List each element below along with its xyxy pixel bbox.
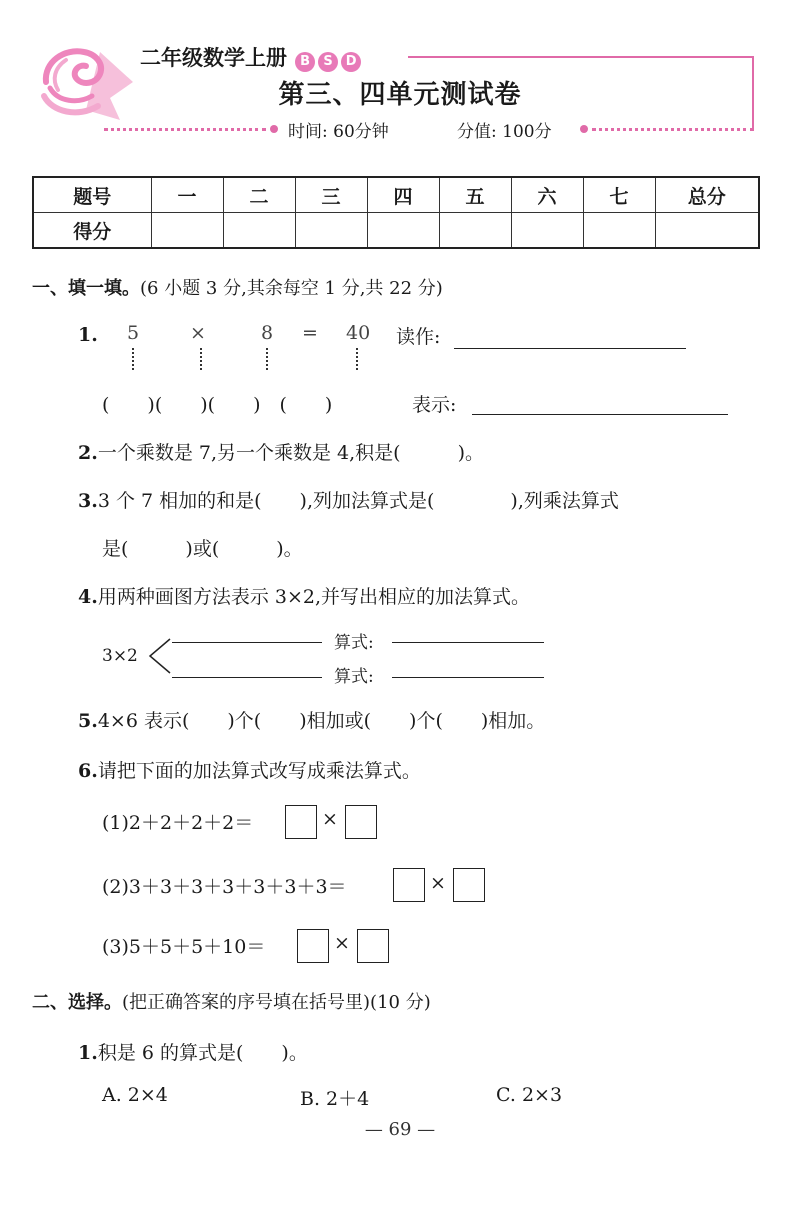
time-label: 时间: 60分钟	[288, 122, 389, 142]
q1-dotted-connector	[132, 348, 134, 370]
score-row-label: 得分	[33, 213, 151, 249]
s2-q1-number: 1.	[78, 1042, 98, 1064]
q1-part-40: 40	[346, 322, 371, 344]
q6-item-3-answer-box-b[interactable]	[357, 929, 389, 963]
q1-means-answer-line[interactable]	[472, 414, 728, 415]
q4-formula-label-1: 算式:	[334, 633, 374, 653]
score-cell[interactable]	[295, 213, 367, 249]
q1-read-label: 读作:	[396, 326, 441, 348]
q6-item-3-times: ×	[334, 932, 350, 954]
q2-number: 2.	[78, 442, 98, 464]
q4-branch-bracket	[146, 636, 174, 676]
score-cell[interactable]	[655, 213, 759, 249]
q4-drawing-line-1[interactable]	[172, 642, 322, 643]
s2-q1-text: 积是 6 的算式是( )。	[97, 1042, 308, 1064]
q6-number: 6.	[78, 760, 98, 782]
section-2-note: (把正确答案的序号填在括号里)(10 分)	[122, 992, 431, 1013]
s2-q1-option-c[interactable]: C. 2×3	[496, 1084, 563, 1106]
score-cell[interactable]	[151, 213, 223, 249]
section-2-heading	[32, 988, 431, 1014]
score-cell[interactable]	[583, 213, 655, 249]
q1-dotted-connector	[200, 348, 202, 370]
q4-formula-label-2: 算式:	[334, 667, 374, 687]
q3-text-line2: 是( )或( )。	[102, 538, 303, 560]
section-1-heading	[32, 274, 443, 300]
table-header-cell: 三	[295, 177, 367, 213]
q1-read-answer-line[interactable]	[454, 348, 686, 349]
header-dot-left	[270, 125, 278, 133]
table-header-cell: 一	[151, 177, 223, 213]
q1-part-5: 5	[127, 322, 140, 344]
q1-means-label: 表示:	[412, 394, 457, 416]
edition-letter-b: B	[295, 52, 315, 72]
q6-item-2-answer-box-a[interactable]	[393, 868, 425, 902]
score-label: 分值: 100分	[457, 122, 552, 142]
q5-number: 5.	[78, 710, 98, 732]
q6-item-1-answer-box-b[interactable]	[345, 805, 377, 839]
score-cell[interactable]	[511, 213, 583, 249]
q6-item-2-expression: (2)3＋3＋3＋3＋3＋3＋3＝	[102, 876, 347, 898]
q1-dotted-connector	[356, 348, 358, 370]
q6-item-1-expression: (1)2＋2＋2＋2＝	[102, 812, 254, 834]
table-header-cell: 题号	[33, 177, 151, 213]
edition-letter-s: S	[318, 52, 338, 72]
table-header-cell: 总分	[655, 177, 759, 213]
q3-number: 3.	[78, 490, 98, 512]
page-number: — 69 —	[364, 1119, 436, 1140]
edition-letter-d: D	[341, 52, 361, 72]
table-header-cell: 七	[583, 177, 655, 213]
header-dotted-line-right	[592, 128, 754, 131]
test-title: 第三、四单元测试卷	[278, 80, 522, 110]
s2-q1	[78, 1038, 308, 1065]
q1-blanks[interactable]: ( )( )( ) ( )	[102, 394, 333, 416]
q4-drawing-line-2[interactable]	[172, 677, 322, 678]
q1-dotted-connector	[266, 348, 268, 370]
table-header-cell: 六	[511, 177, 583, 213]
q5-text: 4×6 表示( )个( )相加或( )个( )相加。	[97, 710, 546, 732]
score-table	[32, 176, 760, 249]
q1-part-8: 8	[261, 322, 274, 344]
section-1-note: (6 小题 3 分,其余每空 1 分,共 22 分)	[140, 278, 443, 299]
q3-line1	[78, 486, 619, 513]
q6	[78, 756, 421, 783]
q4	[78, 582, 530, 609]
series-title-block	[140, 42, 361, 72]
q1-part-times: ×	[190, 322, 206, 344]
q6-item-1-answer-box-a[interactable]	[285, 805, 317, 839]
header-dotted-line-left	[104, 128, 266, 131]
q6-item-1-times: ×	[322, 808, 338, 830]
q4-number: 4.	[78, 586, 98, 608]
table-header-cell: 四	[367, 177, 439, 213]
q3-text-line1: 3 个 7 相加的和是( ),列加法算式是( ),列乘法算式	[97, 490, 619, 512]
s2-q1-option-a[interactable]: A. 2×4	[102, 1084, 168, 1106]
s2-q1-option-b[interactable]: B. 2＋4	[300, 1088, 370, 1110]
q6-item-2-times: ×	[430, 872, 446, 894]
q4-text: 用两种画图方法表示 3×2,并写出相应的加法算式。	[97, 586, 531, 608]
header-dot-right	[580, 125, 588, 133]
score-cell[interactable]	[439, 213, 511, 249]
q1-part-equals: =	[302, 322, 318, 344]
q6-item-3-expression: (3)5＋5＋5＋10＝	[102, 936, 266, 958]
q6-item-3-answer-box-a[interactable]	[297, 929, 329, 963]
q2	[78, 438, 484, 465]
score-cell[interactable]	[223, 213, 295, 249]
q4-formula-line-2[interactable]	[392, 677, 544, 678]
score-cell[interactable]	[367, 213, 439, 249]
table-header-cell: 五	[439, 177, 511, 213]
section-1-title: 一、填一填。	[32, 278, 140, 299]
q4-expression: 3×2	[102, 646, 138, 666]
q4-formula-line-1[interactable]	[392, 642, 544, 643]
table-header-cell: 二	[223, 177, 295, 213]
series-title: 二年级数学上册	[140, 46, 287, 70]
q1-number: 1.	[78, 324, 98, 346]
q6-text: 请把下面的加法算式改写成乘法算式。	[97, 760, 421, 782]
section-2-title: 二、选择。	[32, 992, 122, 1013]
score-table-score-row	[33, 213, 759, 249]
q6-item-2-answer-box-b[interactable]	[453, 868, 485, 902]
q5	[78, 706, 545, 733]
score-table-header-row	[33, 177, 759, 213]
q2-text: 一个乘数是 7,另一个乘数是 4,积是( )。	[97, 442, 485, 464]
